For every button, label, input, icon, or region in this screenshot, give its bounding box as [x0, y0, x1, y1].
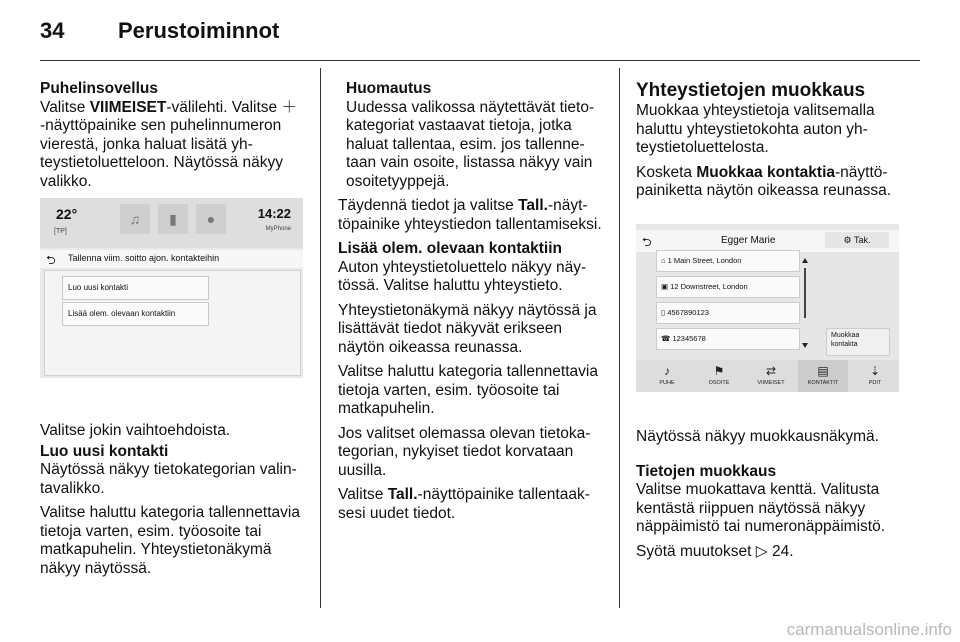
create-contact-button[interactable]: Luo uusi kontakti — [62, 276, 209, 300]
scrollbar[interactable] — [802, 258, 808, 348]
nav-contacts[interactable] — [798, 360, 848, 392]
contact-field-phone[interactable]: ☎ 12345678 — [656, 328, 800, 350]
phone-icon[interactable]: ▮ — [158, 204, 188, 234]
title-bar — [40, 250, 303, 268]
nav-label: PUHE — [659, 380, 675, 386]
paragraph — [636, 164, 906, 201]
contacts-icon: ▤ — [817, 364, 829, 378]
column-2 — [338, 80, 603, 529]
column-divider — [619, 68, 620, 608]
heading-tietojen-muokkaus: Tietojen muokkaus — [636, 462, 777, 480]
nav-address[interactable] — [694, 360, 744, 392]
paragraph: Valitse muokattava kenttä. Valitusta kentästä riippuen näytössä näkyy näppäimistö tai numeronäppäimistö. — [636, 481, 885, 535]
recent-calls-icon: ⇄ — [765, 364, 777, 378]
column-1 — [40, 80, 305, 197]
paragraph: Näytössä näkyy muokkausnäkymä. — [636, 428, 879, 445]
nav-recent[interactable] — [746, 360, 796, 392]
nav-poi[interactable] — [850, 360, 900, 392]
note-title: Huomautus — [346, 80, 432, 97]
tp-indicator: [TP] — [54, 228, 67, 235]
page-number: 34 — [40, 18, 65, 43]
column-divider — [320, 68, 321, 608]
title-bar — [636, 230, 899, 252]
edit-contact-button[interactable]: Muokkaa kontakta — [826, 328, 890, 356]
note-text: Uudessa valikossa näytettävät tietokategoriat vastaavat tietoja, jotka haluat tallentaa, esim. jos tallennetaan vain osoite, listassa näkyy vain osoitetyyppejä. — [346, 98, 595, 190]
page-header — [40, 18, 279, 44]
paragraph: Jos valitset olemassa olevan tietokategorian, nykyiset tiedot korvataan uusilla. — [338, 424, 591, 479]
nav-label: KONTAKTIT — [807, 380, 839, 386]
status-bar — [40, 198, 303, 248]
infotainment-screen — [40, 198, 303, 378]
contact-field-home-address[interactable]: ⌂ 1 Main Street, London — [656, 250, 800, 272]
nav-label: PDIT — [868, 380, 882, 386]
info-icon[interactable]: ● — [196, 204, 226, 234]
bold-term: Muokkaa kontaktia — [696, 163, 835, 181]
note-box — [338, 80, 603, 191]
heading-lisaa: Lisää olem. olevaan kontaktiin — [338, 240, 562, 257]
speech-icon: ♪ — [664, 364, 670, 378]
nav-label: OSOITE — [708, 380, 730, 386]
text: Täydennä tiedot ja valitse — [338, 197, 519, 214]
paragraph: Valitse haluttu kategoria tallennettavia tietoja varten, esim. työosoite tai matkapuhelin. Yhteystietonäkymä näkyy näytössä. — [40, 504, 300, 577]
page-title: Perustoiminnot — [118, 18, 280, 43]
screenshot-recent-calls — [40, 198, 303, 378]
paragraph: Auton yhteystietoluettelo näkyy näytössä. Valitse haluttu yhteystieto. — [338, 258, 587, 294]
back-arrow-icon[interactable]: ⮌ — [642, 235, 652, 249]
bold-term: Tall. — [387, 486, 418, 503]
phone-name: MyPhone — [265, 226, 291, 232]
header-rule — [40, 60, 920, 61]
field-text: 12 Downstreet, London — [670, 282, 748, 291]
screenshot-contact-edit — [636, 224, 899, 392]
bold-term: VIIMEISET — [89, 98, 167, 116]
save-button[interactable]: ⚙ Tak. — [825, 232, 889, 248]
paragraph — [40, 99, 305, 192]
bottom-nav — [636, 360, 899, 392]
text: Valitse — [40, 98, 90, 116]
flag-icon: ⚑ — [713, 364, 725, 378]
watermark: carmanualsonline.info — [786, 620, 952, 639]
text: Kosketa — [636, 163, 697, 181]
paragraph: Valitse haluttu kategoria tallennettavia tietoja varten, esim. työosoite tai matkapuhelin. — [338, 363, 598, 417]
contact-field-mobile[interactable]: ▯ 4567890123 — [656, 302, 800, 324]
text: -näyttöpainike tallentaaksesi uudet tiedot. — [338, 486, 590, 522]
field-text: 4567890123 — [667, 308, 709, 317]
text: -näyttöpainike yhteystiedon tallentamiseksi. — [338, 197, 602, 233]
column-3-lower — [636, 428, 906, 567]
paragraph — [338, 486, 603, 523]
temperature: 22° — [56, 206, 78, 222]
text: -näyttöpainiketta näytön oikeassa reunassa. — [636, 163, 892, 199]
contact-name: Egger Marie — [721, 235, 776, 246]
bar-title: Tallenna viim. soitto ajon. kontakteihin — [68, 253, 220, 263]
nav-label: VIIMEISET — [757, 380, 785, 386]
paragraph: Syötä muutokset ▷ 24. — [636, 542, 794, 560]
text: Valitse — [338, 486, 388, 503]
save-label: Tak. — [853, 235, 871, 245]
text: -välilehti. Valitse ＋ -näyttöpainike sen puhelinnumeron vierestä, jonka haluat lisätä yhteystietoluetteloon. Näytössä näkyy valikko. — [40, 98, 297, 190]
column-3 — [636, 80, 906, 207]
contact-field-work-address[interactable]: ▣ 12 Downstreet, London — [656, 276, 800, 298]
poi-icon: ⇣ — [869, 364, 881, 378]
paragraph: Yhteystietonäkymä näkyy näytössä ja lisättävät tiedot näkyvät erikseen näytön oikeassa reunassa. — [338, 301, 597, 356]
bold-term: Tall. — [518, 197, 548, 214]
heading-puhelinsovellus: Puhelinsovellus — [40, 80, 159, 97]
paragraph — [338, 197, 603, 234]
clock: 14:22 — [257, 206, 291, 221]
add-to-contact-button[interactable]: Lisää olem. olevaan kontaktiin — [62, 302, 209, 326]
nav-speech[interactable] — [642, 360, 692, 392]
field-text: 1 Main Street, London — [667, 256, 742, 265]
back-arrow-icon[interactable]: ⮌ — [46, 253, 56, 267]
field-text: 12345678 — [672, 334, 706, 343]
column-1-lower — [40, 422, 305, 584]
infotainment-screen — [636, 224, 899, 392]
paragraph: Muokkaa yhteystietoja valitsemalla haluttu yhteystietokohta auton yhteystietoluettelosta. — [636, 102, 875, 156]
paragraph: Näytössä näkyy tietokategorian valintavalikko. — [40, 461, 297, 497]
music-icon[interactable]: ♫ — [120, 204, 150, 234]
heading-luo-uusi: Luo uusi kontakti — [40, 442, 169, 460]
paragraph: Valitse jokin vaihtoehdoista. — [40, 422, 231, 439]
section-title: Yhteystietojen muokkaus — [636, 80, 866, 101]
